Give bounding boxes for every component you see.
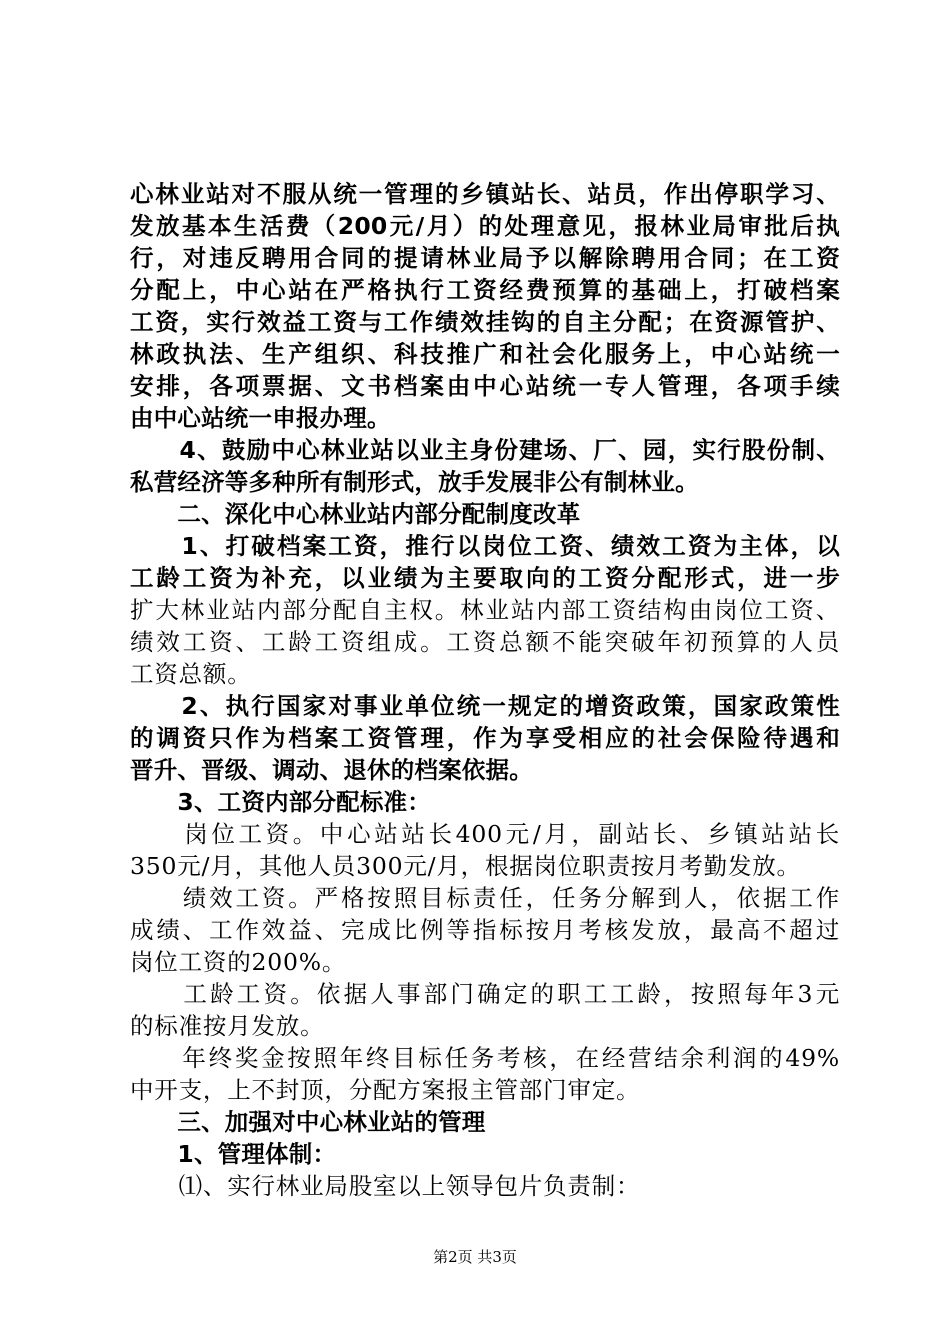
- body-line: 1、管理体制：: [130, 1140, 337, 1168]
- body-line: 林政执法、生产组织、科技推广和社会化服务上，中心站统一: [130, 340, 840, 368]
- body-line: 绩效工资。严格按照目标责任，任务分解到人，依据工作: [130, 884, 840, 912]
- body-line: ⑴、实行林业局股室以上领导包片负责制：: [130, 1172, 641, 1200]
- body-line: 安排，各项票据、文书档案由中心站统一专人管理，各项手续: [130, 372, 840, 400]
- body-line: 3、工资内部分配标准：: [130, 788, 431, 816]
- body-line: 绩效工资、工龄工资组成。工资总额不能突破年初预算的人员: [130, 628, 840, 656]
- body-line: 4、鼓励中心林业站以业主身份建场、厂、园，实行股份制、: [130, 436, 840, 464]
- body-line: 中开支，上不封顶，分配方案报主管部门审定。: [130, 1076, 641, 1104]
- body-line: 1、打破档案工资，推行以岗位工资、绩效工资为主体，以: [130, 532, 840, 560]
- body-line: 分配上，中心站在严格执行工资经费预算的基础上，打破档案: [130, 276, 840, 304]
- body-line: 的调资只作为档案工资管理，作为享受相应的社会保险待遇和: [130, 724, 840, 752]
- body-line: 扩大林业站内部分配自主权。林业站内部工资结构由岗位工资、: [130, 596, 840, 624]
- body-line: 由中心站统一申报办理。: [130, 404, 391, 432]
- body-line: 心林业站对不服从统一管理的乡镇站长、站员，作出停职学习、: [130, 180, 840, 208]
- body-line: 岗位工资的200%。: [130, 948, 347, 976]
- body-line: 工资总额。: [130, 660, 252, 688]
- body-line: 350元/月，其他人员300元/月，根据岗位职责按月考勤发放。: [130, 852, 801, 880]
- body-line: 行，对违反聘用合同的提请林业局予以解除聘用合同；在工资: [130, 244, 840, 272]
- body-line: 工龄工资为补充，以业绩为主要取向的工资分配形式，进一步: [130, 564, 840, 592]
- page-footer: 第2页 共3页: [433, 1248, 517, 1266]
- body-line: 工龄工资。依据人事部门确定的职工工龄，按照每年3元: [130, 980, 840, 1008]
- body-line: 的标准按月发放。: [130, 1012, 325, 1040]
- body-line: 成绩、工作效益、完成比例等指标按月考核发放，最高不超过: [130, 916, 840, 944]
- body-line: 发放基本生活费（200元/月）的处理意见，报林业局审批后执: [130, 212, 840, 240]
- body-line: 晋升、晋级、调动、退休的档案依据。: [130, 756, 533, 784]
- section-heading: 二、深化中心林业站内部分配制度改革: [130, 500, 581, 528]
- document-body: [130, 178, 840, 1202]
- body-line: 岗位工资。中心站站长400元/月，副站长、乡镇站站长: [130, 820, 840, 848]
- body-line: 私营经济等多种所有制形式，放手发展非公有制林业。: [130, 468, 699, 496]
- body-line: 2、执行国家对事业单位统一规定的增资政策，国家政策性: [130, 692, 840, 720]
- body-line: 工资，实行效益工资与工作绩效挂钩的自主分配；在资源管护、: [130, 308, 840, 336]
- section-heading: 三、加强对中心林业站的管理: [130, 1108, 486, 1136]
- body-line: 年终奖金按照年终目标任务考核，在经营结余利润的49%: [130, 1044, 840, 1072]
